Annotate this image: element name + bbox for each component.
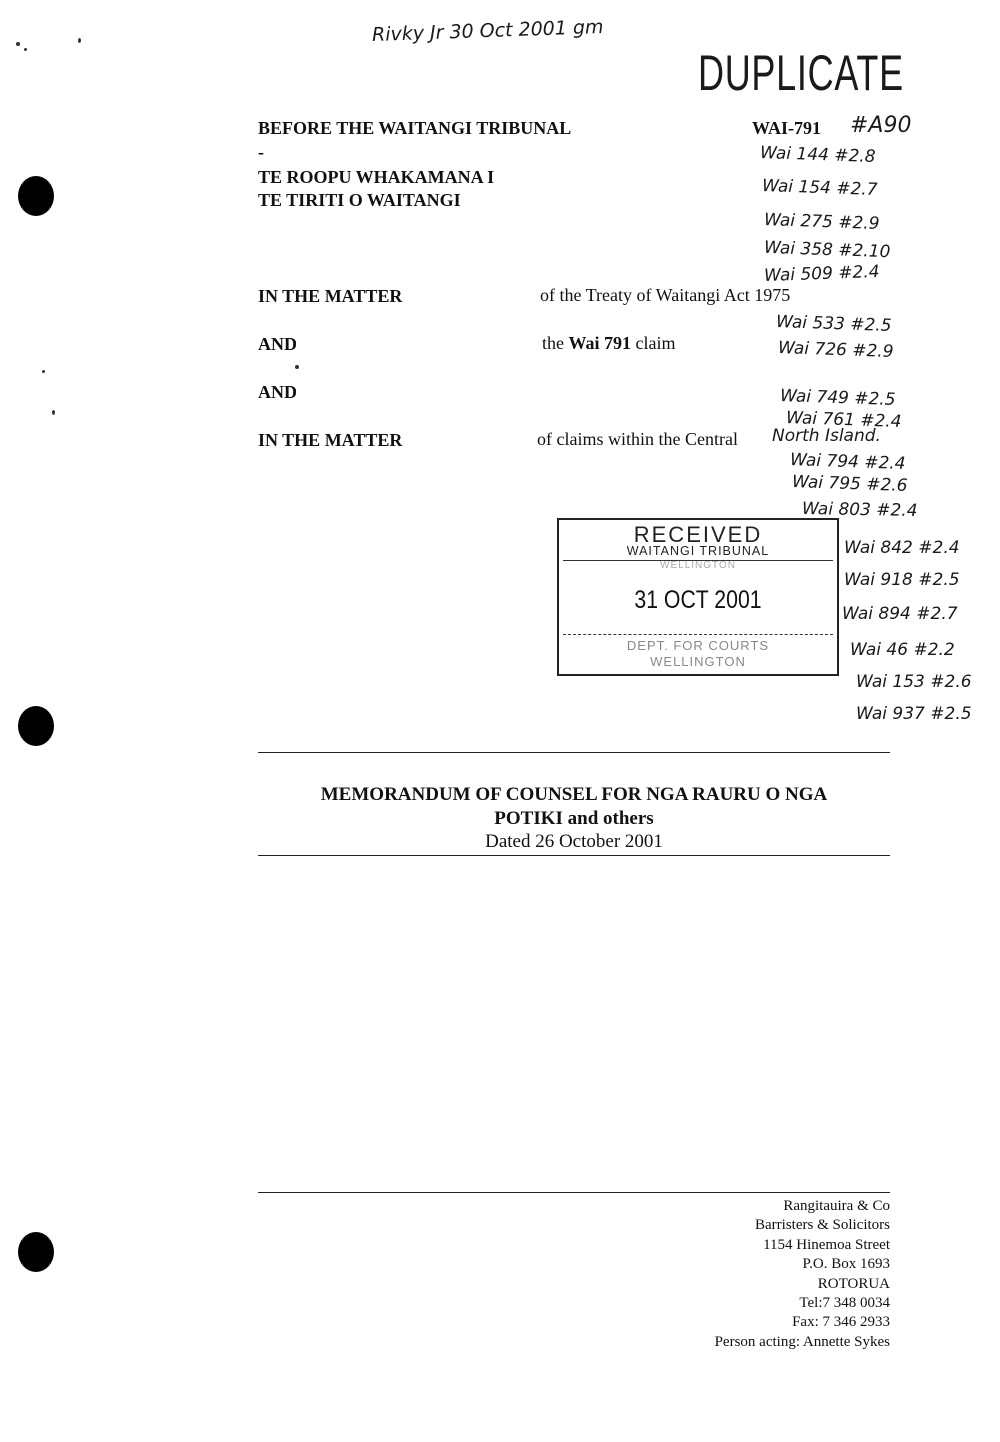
handwritten-ref: Wai 509 #2.4 (763, 261, 880, 287)
maori-title-line1: TE ROOPU WHAKAMANA I (258, 167, 495, 187)
handwritten-ref: Wai 937 #2.5 (856, 704, 972, 724)
memo-title-line2: POTIKI and others (494, 808, 654, 829)
matter-text (542, 333, 676, 354)
scan-speck (295, 365, 299, 369)
memo-title-line1: MEMORANDUM OF COUNSEL FOR NGA RAURU O NGA (320, 784, 828, 805)
stamp-date: 31 OCT 2001 (634, 586, 762, 614)
scan-speck (78, 38, 81, 43)
stamp-dept-city: WELLINGTON (650, 654, 746, 669)
matter-label: IN THE MATTER (258, 430, 403, 450)
punch-hole-middle (18, 706, 54, 746)
memo-date: Dated 26 October 2001 (485, 831, 663, 852)
matter-label: AND (258, 334, 297, 354)
handwritten-ref: Wai 842 #2.4 (844, 538, 960, 558)
punch-hole-top (18, 176, 54, 216)
person-acting: Person acting: Annette Sykes (714, 1333, 890, 1350)
matter-text-before: the (542, 333, 569, 353)
firm-profession: Barristers & Solicitors (755, 1217, 890, 1234)
punch-hole-bottom (18, 1232, 54, 1272)
handwritten-completion: North Island. (772, 426, 881, 446)
handwritten-receipt-note: Rivky Jr 30 Oct 2001 gm (371, 15, 604, 47)
scan-speck (52, 410, 55, 415)
heading-dash: - (258, 142, 264, 162)
handwritten-ref: Wai 795 #2.6 (791, 471, 908, 497)
handwritten-ref: Wai 894 #2.7 (842, 604, 958, 624)
memo-top-rule (258, 752, 890, 753)
firm-telephone: Tel:7 348 0034 (799, 1295, 890, 1312)
received-stamp (557, 518, 839, 676)
matter-text (537, 429, 738, 450)
maori-title-line2: TE TIRITI O WAITANGI (258, 190, 461, 210)
firm-city: ROTORUA (817, 1275, 890, 1292)
handwritten-ref: Wai 154 #2.7 (761, 175, 878, 201)
firm-address-block (715, 1197, 890, 1352)
handwritten-ref: Wai 918 #2.5 (844, 570, 960, 590)
handwritten-ref: Wai 803 #2.4 (801, 498, 918, 522)
handwritten-ref: Wai 153 #2.6 (856, 672, 972, 692)
handwritten-ref: Wai 533 #2.5 (775, 311, 892, 337)
firm-po-box: P.O. Box 1693 (802, 1256, 890, 1273)
stamp-divider (563, 634, 833, 635)
stamp-title: RECEIVED (633, 522, 763, 547)
case-number: WAI-791 (752, 118, 822, 138)
scan-speck (42, 370, 45, 373)
matter-claim-number: Wai 791 (568, 333, 632, 353)
firm-fax: Fax: 7 346 2933 (792, 1314, 890, 1331)
stamp-city: WELLINGTON (660, 560, 736, 571)
handwritten-ref: Wai 46 #2.2 (850, 640, 955, 660)
firm-name: Rangitauira & Co (783, 1198, 890, 1214)
matter-text (540, 285, 790, 306)
handwritten-ref: Wai 144 #2.8 (759, 142, 876, 168)
handwritten-ref: Wai 726 #2.9 (777, 337, 894, 363)
handwritten-ref: Wai 761 #2.4 (785, 407, 902, 433)
handwritten-ref: Wai 275 #2.9 (763, 209, 880, 235)
matter-label: AND (258, 382, 297, 402)
matter-text-before: of claims within the Central (537, 429, 738, 449)
firm-street: 1154 Hinemoa Street (763, 1236, 890, 1253)
tribunal-heading: BEFORE THE WAITANGI TRIBUNAL (258, 118, 572, 138)
case-number-handwritten: #A90 (850, 113, 912, 138)
handwritten-ref: Wai 749 #2.5 (779, 385, 896, 411)
stamp-tribunal: WAITANGI TRIBUNAL (626, 544, 770, 558)
address-top-rule (258, 1192, 890, 1193)
matter-label: IN THE MATTER (258, 286, 403, 306)
handwritten-ref: Wai 358 #2.10 (763, 237, 891, 263)
scan-speck (24, 48, 27, 51)
duplicate-mark: DUPLICATE (698, 45, 904, 101)
handwritten-ref: Wai 794 #2.4 (789, 449, 906, 475)
stamp-dept: DEPT. FOR COURTS (626, 638, 770, 653)
matter-text-after: claim (631, 333, 676, 353)
memo-bottom-rule (258, 855, 890, 856)
scan-speck (16, 42, 20, 46)
matter-text-before: of the Treaty of Waitangi Act 1975 (540, 285, 791, 305)
